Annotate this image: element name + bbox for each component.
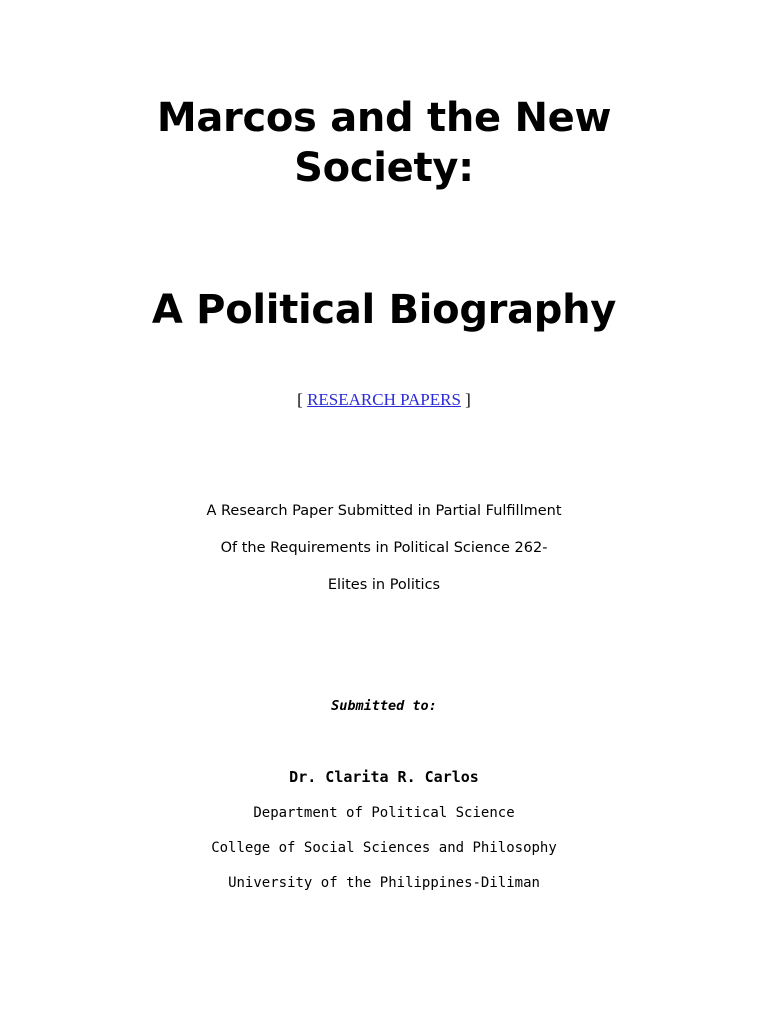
purpose-line-2: Of the Requirements in Political Science 262- — [220, 540, 548, 556]
purpose-line-3: Elites in Politics — [327, 577, 441, 593]
advisor-name: Dr. Clarita R. Carlos — [289, 768, 479, 786]
submitted-to-label: Submitted to: — [331, 698, 437, 714]
title-line-1: Marcos and the New — [156, 95, 612, 141]
advisor-department: Department of Political Science — [253, 805, 515, 821]
title-line-2: Society: — [294, 145, 474, 191]
research-papers-link-group — [0, 388, 768, 412]
subtitle: A Political Biography — [151, 287, 617, 333]
advisor-university: University of the Philippines-Diliman — [228, 875, 540, 891]
purpose-line-1: A Research Paper Submitted in Partial Fulfillment — [206, 503, 562, 519]
bracket-open: [ — [297, 390, 308, 409]
bracket-close: ] — [460, 390, 471, 409]
advisor-college: College of Social Sciences and Philosophy — [211, 840, 557, 856]
research-papers-link[interactable]: RESEARCH PAPERS — [307, 390, 461, 409]
